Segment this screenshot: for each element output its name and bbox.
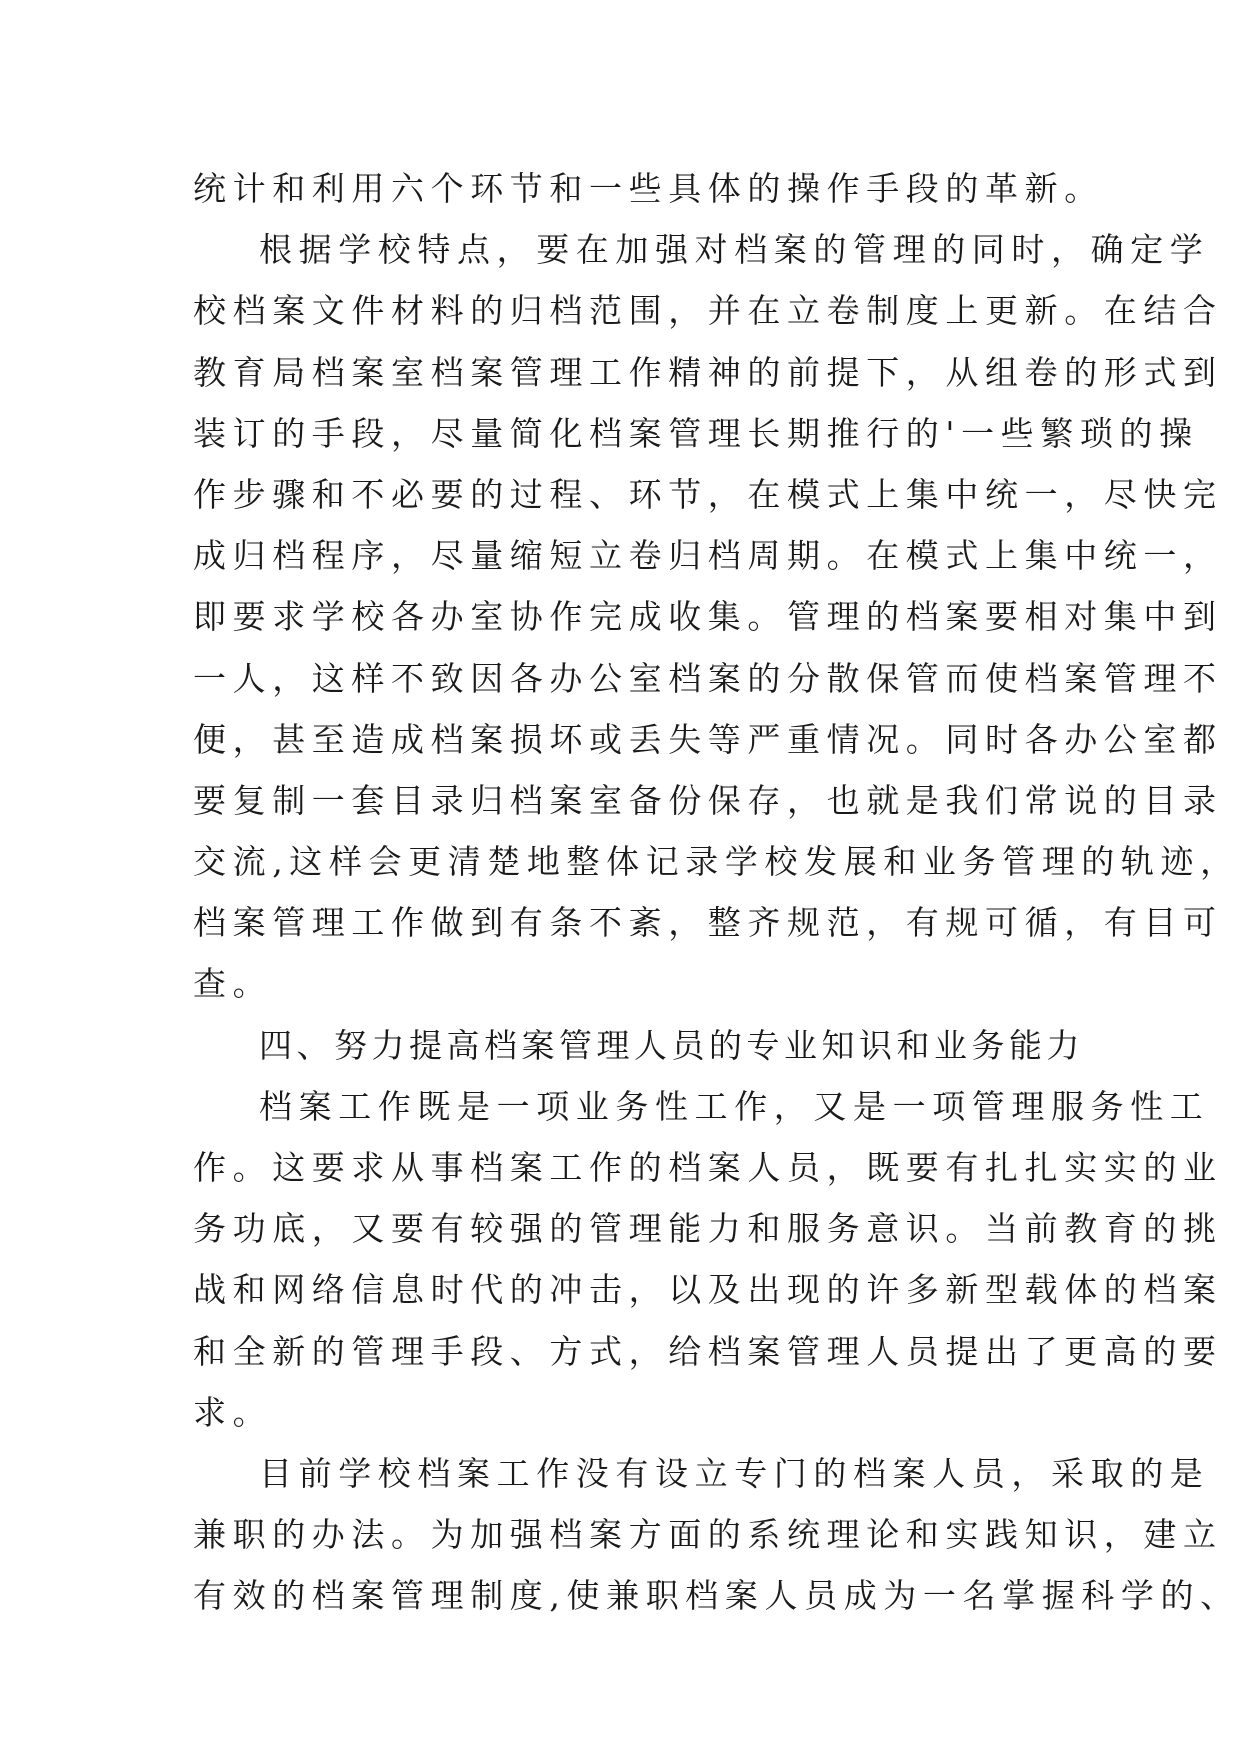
text-line: 一人，这样不致因各办公室档案的分散保管而使档案管理不 xyxy=(193,658,1223,698)
text-line: 求。 xyxy=(193,1392,273,1432)
text-line: 作。这要求从事档案工作的档案人员，既要有扎扎实实的业 xyxy=(193,1148,1223,1187)
text-line: 教育局档案室档案管理工作精神的前提下，从组卷的形式到 xyxy=(193,352,1223,392)
paragraph-start-line: 目前学校档案工作没有设立专门的档案人员，采取的是 xyxy=(259,1453,1210,1493)
paragraph-start-line: 档案工作既是一项业务性工作，又是一项管理服务性工 xyxy=(259,1086,1210,1126)
section-heading: 四、努力提高档案管理人员的专业知识和业务能力 xyxy=(259,1025,1084,1065)
text-line: 务功底，又要有较强的管理能力和服务意识。当前教育的挑 xyxy=(193,1209,1223,1249)
text-line: 要复制一套目录归档案室备份保存，也就是我们常说的目录 xyxy=(193,780,1223,820)
text-line: 即要求学校各办室协作完成收集。管理的档案要相对集中到 xyxy=(193,597,1223,637)
text-line: 和全新的管理手段、方式，给档案管理人员提出了更高的要 xyxy=(193,1331,1223,1371)
paragraph-start-line: 根据学校特点，要在加强对档案的管理的同时，确定学 xyxy=(259,230,1210,270)
text-line: 作步骤和不必要的过程、环节，在模式上集中统一，尽快完 xyxy=(193,474,1223,514)
text-line: 战和网络信息时代的冲击，以及出现的许多新型载体的档案 xyxy=(193,1270,1223,1310)
text-line: 装订的手段，尽量简化档案管理长期推行的'一些繁琐的操 xyxy=(193,413,1199,453)
body-text xyxy=(193,158,1240,1627)
text-line: 成归档程序，尽量缩短立卷归档周期。在模式上集中统一， xyxy=(193,536,1223,576)
text-line: 校档案文件材料的归档范围，并在立卷制度上更新。在结合 xyxy=(193,291,1223,331)
text-line: 查。 xyxy=(193,964,273,1004)
text-line: 统计和利用六个环节和一些具体的操作手段的革新。 xyxy=(193,169,1104,208)
text-line: 有效的档案管理制度,使兼职档案人员成为一名掌握科学的、 xyxy=(193,1576,1240,1616)
text-line: 档案管理工作做到有条不紊，整齐规范，有规可循，有目可 xyxy=(193,903,1223,943)
text-line: 交流,这样会更清楚地整体记录学校发展和业务管理的轨迹， xyxy=(193,842,1240,882)
text-line: 便，甚至造成档案损坏或丢失等严重情况。同时各办公室都 xyxy=(193,719,1223,759)
text-line: 兼职的办法。为加强档案方面的系统理论和实践知识，建立 xyxy=(193,1515,1223,1555)
